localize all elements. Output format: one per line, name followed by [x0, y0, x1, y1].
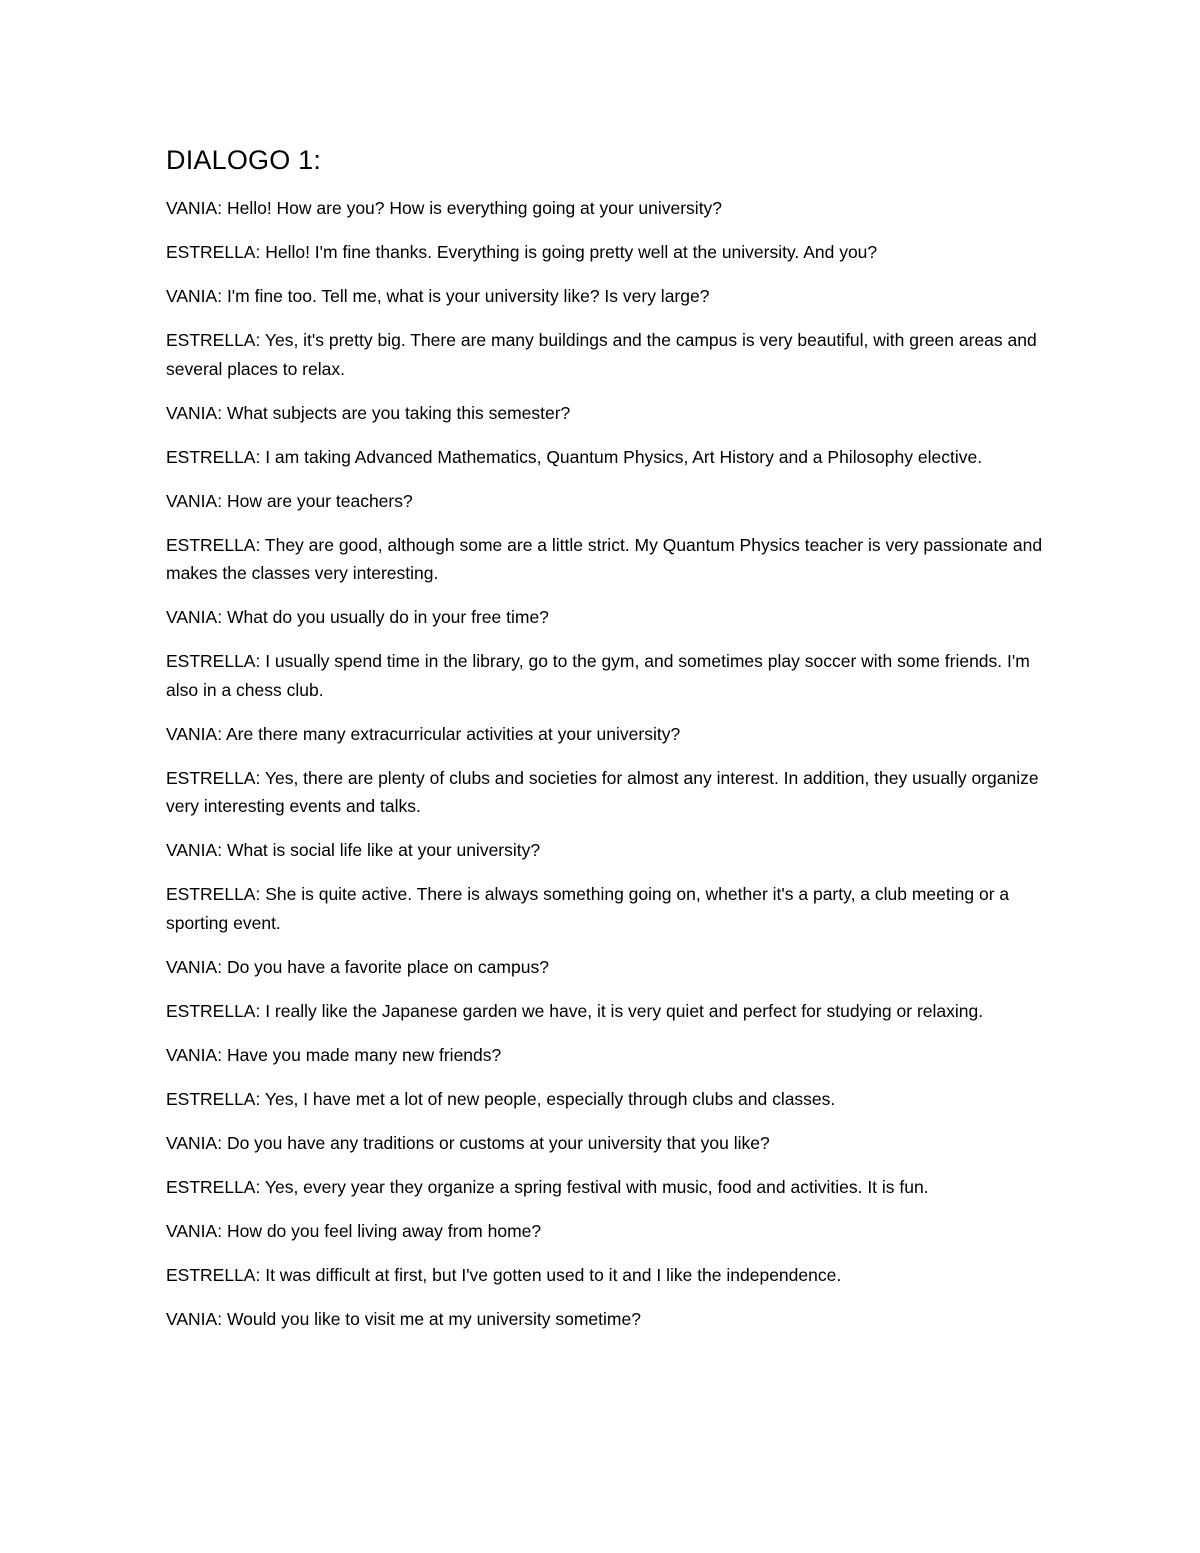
dialogue-line: VANIA: Have you made many new friends? [166, 1044, 502, 1065]
dialogue-line: VANIA: What is social life like at your university? [166, 840, 541, 860]
dialogue-line: ESTRELLA: She is quite active. There is always something going on, whether it's a party, a club meeting or a sporting event. [166, 884, 1010, 933]
dialogue-line: VANIA: What do you usually do in your free time? [166, 607, 549, 627]
dialogue-line: VANIA: What subjects are you taking this semester? [166, 402, 571, 423]
document-content [166, 143, 1046, 1349]
dialogue-line: VANIA: How do you feel living away from home? [166, 1220, 542, 1241]
dialogue-line: ESTRELLA: I am taking Advanced Mathematics, Quantum Physics, Art History and a Philosophy elective. [166, 446, 983, 467]
dialogue-line: VANIA: I'm fine too. Tell me, what is your university like? Is very large? [166, 286, 710, 306]
dialogue-line: ESTRELLA: Yes, I have met a lot of new people, especially through clubs and classes. [166, 1088, 836, 1109]
dialogue-line: ESTRELLA: They are good, although some are a little strict. My Quantum Physics teacher is very passionate and makes the classes very interesting. [166, 534, 1043, 583]
dialogue-line: ESTRELLA: I usually spend time in the library, go to the gym, and sometimes play soccer with some friends. I'm also in a chess club. [166, 651, 1030, 700]
dialogue-line: VANIA: Would you like to visit me at my university sometime? [166, 1308, 641, 1329]
dialogue-line: VANIA: Hello! How are you? How is everything going at your university? [166, 198, 723, 218]
dialogue-line: ESTRELLA: Yes, it's pretty big. There are many buildings and the campus is very beautiful, with green areas and several places to relax. [166, 330, 1037, 379]
document-title: DIALOGO 1: [166, 145, 322, 175]
dialogue-line: VANIA: Do you have a favorite place on campus? [166, 956, 549, 977]
dialogue-line: VANIA: Do you have any traditions or customs at your university that you like? [166, 1132, 770, 1153]
dialogue-line: ESTRELLA: I really like the Japanese garden we have, it is very quiet and perfect for studying or relaxing. [166, 1000, 984, 1021]
dialogue-line: ESTRELLA: Hello! I'm fine thanks. Everything is going pretty well at the university. And you? [166, 242, 878, 262]
dialogue-line: VANIA: Are there many extracurricular activities at your university? [166, 723, 681, 744]
dialogue-line: ESTRELLA: It was difficult at first, but I've gotten used to it and I like the independence. [166, 1264, 842, 1285]
dialogue-line: VANIA: How are your teachers? [166, 490, 413, 511]
dialogue-line: ESTRELLA: Yes, there are plenty of clubs and societies for almost any interest. In addition, they usually organize very interesting events and talks. [166, 767, 1039, 816]
dialogue-line: ESTRELLA: Yes, every year they organize a spring festival with music, food and activities. It is fun. [166, 1176, 929, 1197]
